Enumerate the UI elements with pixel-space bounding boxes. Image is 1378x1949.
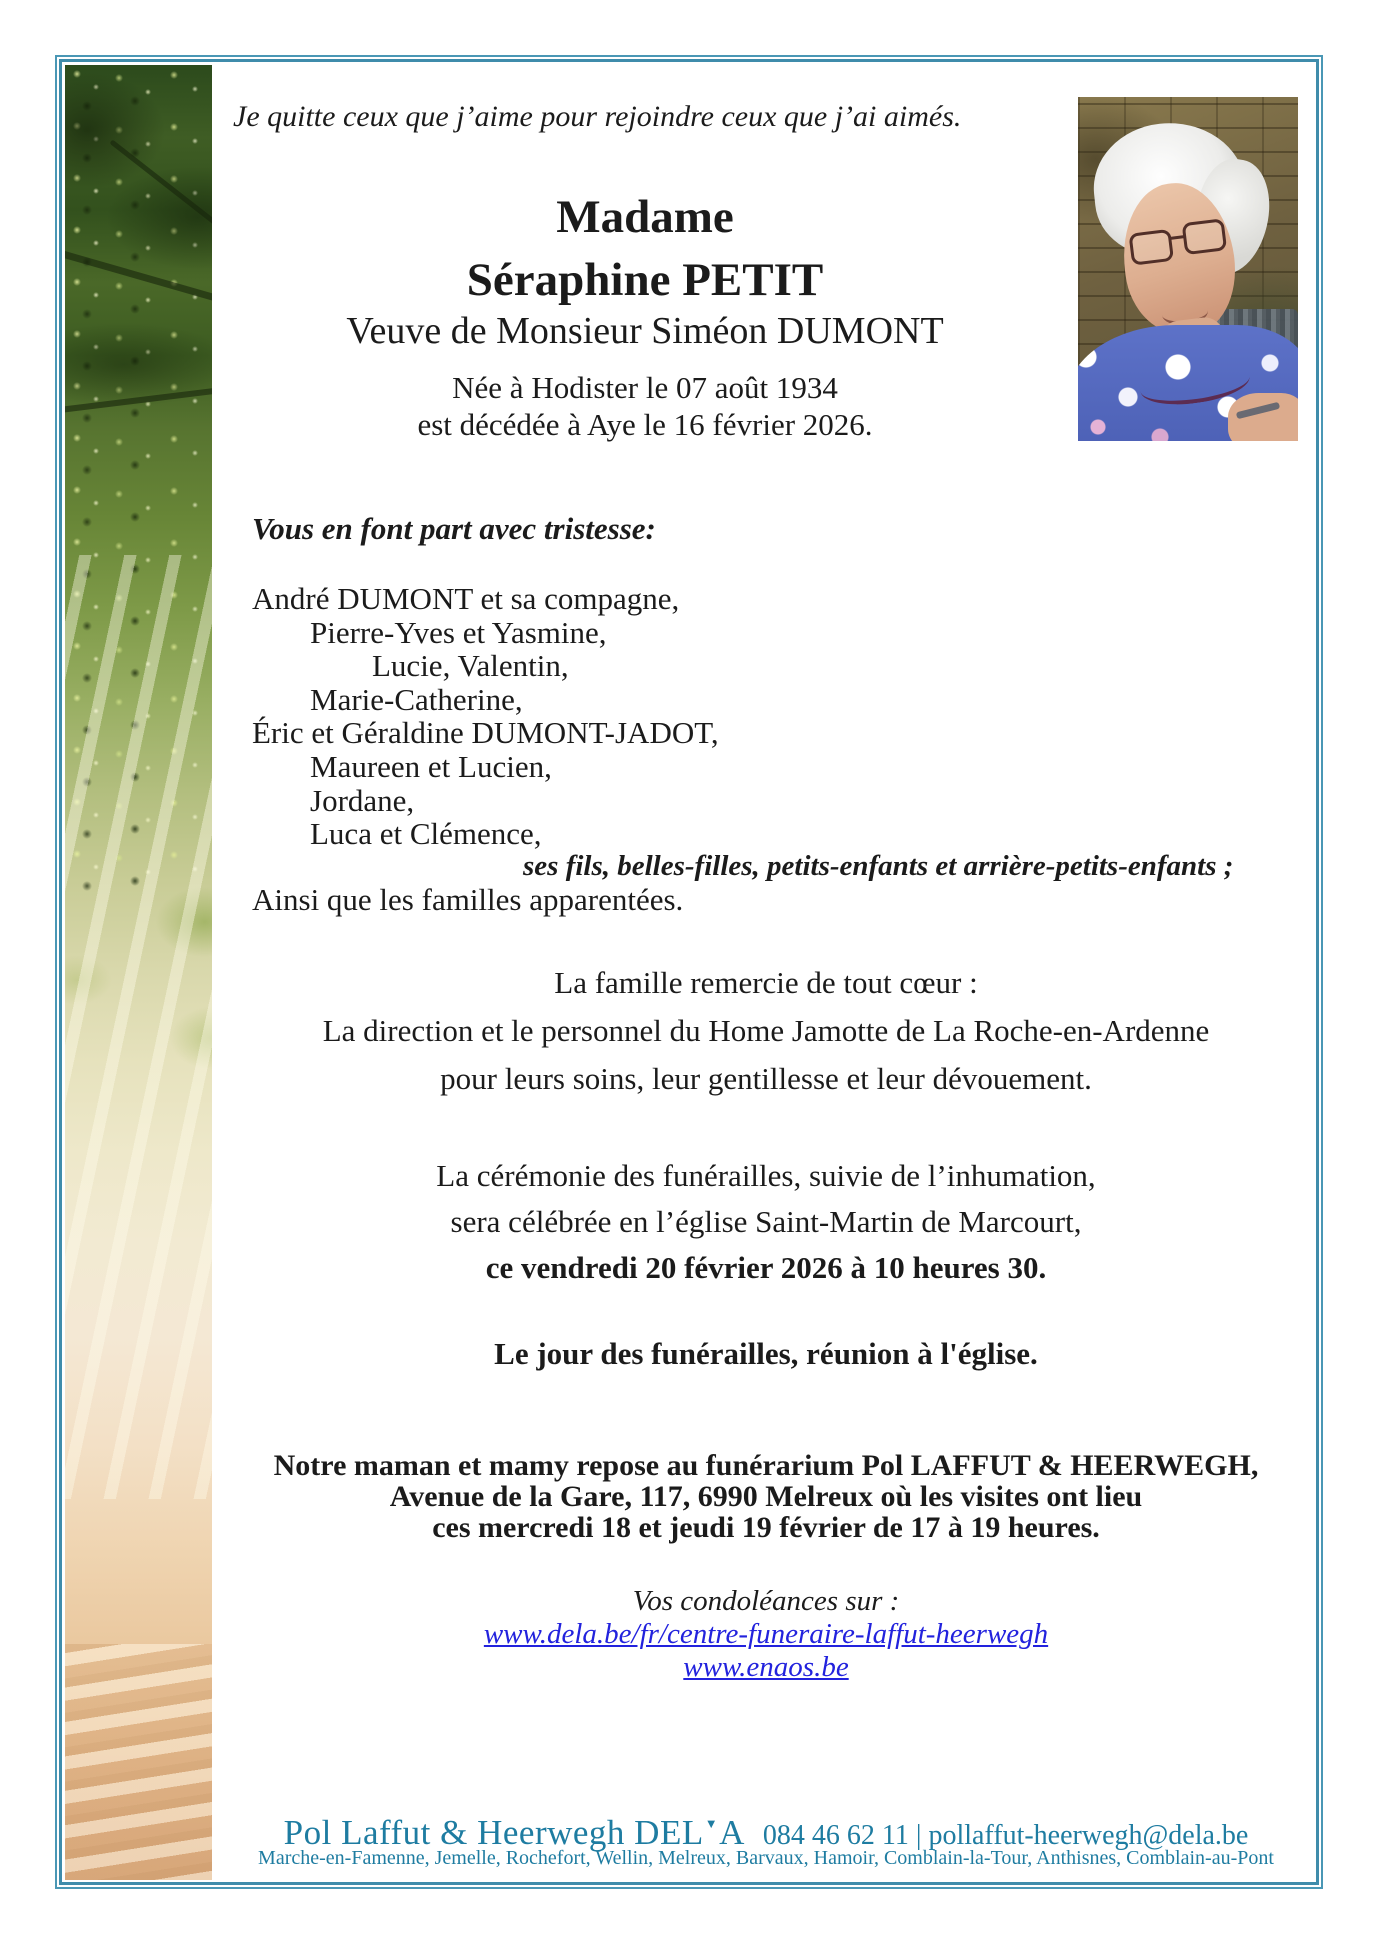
thanks-line: La famille remercie de tout cœur : xyxy=(554,965,978,1000)
relationship-line: ses fils, belles-filles, petits-enfants et arrière-petits-enfants ; xyxy=(523,850,1234,882)
family-members-list xyxy=(252,582,719,851)
portrait-photo xyxy=(1078,97,1298,441)
thanks-line: La direction et le personnel du Home Jamotte de La Roche-en-Ardenne xyxy=(322,1013,1210,1048)
title-madame: Madame xyxy=(556,191,734,243)
family-member: André DUMONT et sa compagne, xyxy=(252,581,680,616)
sun-rays xyxy=(65,555,212,1499)
repose-line: Notre maman et mamy repose au funérarium Pol LAFFUT & HEERWEGH, xyxy=(273,1449,1259,1482)
family-member: Jordane, xyxy=(310,782,415,818)
birth-death-block xyxy=(212,369,1078,443)
forest-path-photo-strip xyxy=(65,65,212,1880)
glasses-bridge xyxy=(1170,235,1184,240)
family-member: Pierre-Yves et Yasmine, xyxy=(310,614,607,650)
related-families-line: Ainsi que les familles apparentées. xyxy=(252,882,684,917)
ceremony-line: La cérémonie des funérailles, suivie de l’inhumation, xyxy=(436,1158,1096,1193)
footer-locations: Marche-en-Famenne, Jemelle, Rochefort, Wellin, Melreux, Barvaux, Hamoir, Comblain-la-Tour, Anthisnes, Comblain-au-Pont xyxy=(258,1847,1274,1869)
repose-block xyxy=(212,1450,1320,1543)
thanks-line: pour leurs soins, leur gentillesse et leur dévouement. xyxy=(440,1061,1092,1096)
ceremony-line: sera célébrée en l’église Saint-Martin de Marcourt, xyxy=(450,1204,1082,1239)
glasses-lens xyxy=(1128,229,1174,266)
ceremony-block xyxy=(212,1153,1320,1291)
repose-line: ces mercredi 18 et jeudi 19 février de 17 à 19 heures. xyxy=(432,1511,1100,1544)
brand-text: Pol Laffut & Heerwegh DEL xyxy=(283,1813,704,1852)
sandy-path xyxy=(65,1644,212,1880)
brand-text: A xyxy=(719,1813,745,1852)
condolences-link-enaos[interactable]: www.enaos.be xyxy=(683,1651,849,1683)
deceased-name: Séraphine PETIT xyxy=(466,254,824,306)
reunion-line: Le jour des funérailles, réunion à l'église. xyxy=(494,1336,1038,1371)
death-line: est décédée à Aye le 16 février 2026. xyxy=(417,407,873,442)
family-member: Marie-Catherine, xyxy=(310,681,523,717)
condolences-link-dela[interactable]: www.dela.be/fr/centre-funeraire-laffut-heerwegh xyxy=(483,1618,1049,1650)
family-member: Maureen et Lucien, xyxy=(310,748,552,784)
foliage-shadow xyxy=(65,65,212,610)
footer-contact: 084 46 62 11 | pollaffut-heerwegh@dela.be xyxy=(762,1820,1249,1851)
family-member: Lucie, Valentin, xyxy=(372,648,569,684)
announcement-intro: Vous en font part avec tristesse: xyxy=(252,511,656,546)
ceremony-date: ce vendredi 20 février 2026 à 10 heures 30. xyxy=(485,1250,1047,1285)
birth-line: Née à Hodister le 07 août 1934 xyxy=(452,370,838,405)
thanks-block xyxy=(212,959,1320,1103)
title-block xyxy=(212,186,1078,312)
condolences-block xyxy=(212,1585,1320,1684)
glasses-lens xyxy=(1182,218,1228,255)
family-member: Éric et Géraldine DUMONT-JADOT, xyxy=(252,715,719,751)
repose-line: Avenue de la Gare, 117, 6990 Melreux où les visites ont lieu xyxy=(389,1480,1143,1513)
dela-flag-icon: ▼ xyxy=(704,1816,719,1831)
epigraph: Je quitte ceux que j’aime pour rejoindre ceux que j’ai aimés. xyxy=(233,100,962,133)
condolences-label: Vos condoléances sur : xyxy=(632,1585,900,1617)
widow-line: Veuve de Monsieur Siméon DUMONT xyxy=(346,310,944,352)
family-member: Luca et Clémence, xyxy=(310,816,542,852)
